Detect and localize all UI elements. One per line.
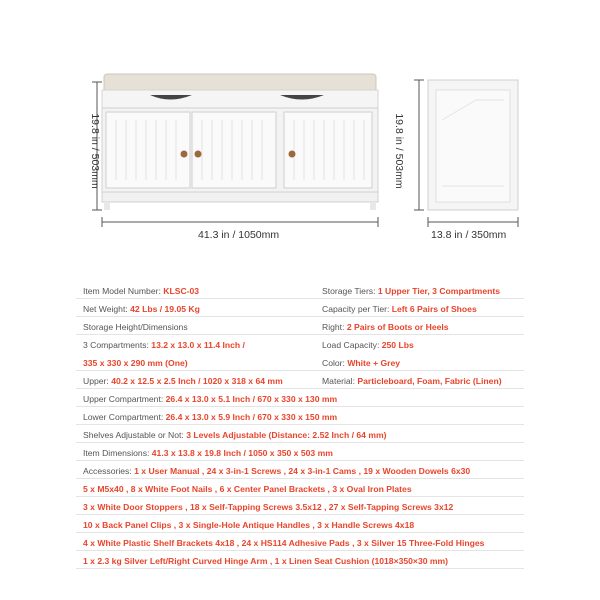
foot-right: [370, 202, 376, 210]
divider: [76, 298, 524, 299]
base-rail: [102, 192, 378, 202]
spec-load-capacity: Load Capacity: 250 Lbs: [322, 340, 414, 350]
accessories-line: 3 x White Door Stoppers , 18 x Self-Tapping Screws 3.5x12 , 27 x Self-Tapping Screws 3x12: [83, 502, 454, 512]
accessories-line: 10 x Back Panel Clips , 3 x Single-Hole Antique Handles , 3 x Handle Screws 4x18: [83, 520, 415, 530]
spec-upper: Upper: 40.2 x 12.5 x 2.5 Inch / 1020 x 318 x 64 mm: [83, 376, 283, 386]
accessories-line: 4 x White Plastic Shelf Brackets 4x18 , 24 x HS114 Adhesive Pads , 3 x Silver 15 Three-Fold Hinges: [83, 538, 485, 548]
divider: [76, 370, 524, 371]
knob-middle: [195, 151, 202, 158]
spec-accessories: Accessories: 1 x User Manual , 24 x 3-in-1 Screws , 24 x 3-in-1 Cams , 19 x Wooden Dowels 6x30: [83, 466, 471, 476]
spec-compartments: 3 Compartments: 13.2 x 13.0 x 11.4 Inch /: [83, 340, 245, 350]
divider: [76, 334, 524, 335]
divider: [76, 460, 524, 461]
seat-cushion: [104, 74, 376, 92]
side-view-illustration: [400, 60, 540, 250]
spec-net-weight: Net Weight: 42 Lbs / 19.05 Kg: [83, 304, 200, 314]
spec-material: Material: Particleboard, Foam, Fabric (Linen): [322, 376, 502, 386]
spec-capacity-per-tier: Capacity per Tier: Left 6 Pairs of Shoes: [322, 304, 477, 314]
divider: [76, 442, 524, 443]
divider: [76, 388, 524, 389]
divider: [76, 406, 524, 407]
side-height-dimension: [414, 80, 424, 210]
divider: [76, 478, 524, 479]
side-depth-label: 13.8 in / 350mm: [431, 229, 507, 241]
spec-right-capacity: Right: 2 Pairs of Boots or Heels: [322, 322, 449, 332]
spec-storage-tiers: Storage Tiers: 1 Upper Tier, 3 Compartments: [322, 286, 500, 296]
knob-left: [181, 151, 188, 158]
accessories-line: 5 x M5x40 , 8 x White Foot Nails , 6 x Center Panel Brackets , 3 x Oval Iron Plates: [83, 484, 412, 494]
cabinet-doors: [106, 112, 372, 188]
side-depth-dimension: [428, 217, 518, 227]
knob-right: [289, 151, 296, 158]
spec-upper-compartment: Upper Compartment: 26.4 x 13.0 x 5.1 Inch / 670 x 330 x 130 mm: [83, 394, 338, 404]
front-height-label: 19.8 in / 503mm: [89, 113, 101, 189]
front-width-dimension: [102, 217, 378, 227]
front-width-label: 41.3 in / 1050mm: [198, 229, 280, 241]
spec-storage-height: Storage Height/Dimensions: [83, 322, 188, 332]
spec-color: Color: White + Grey: [322, 358, 401, 368]
spec-item-dimensions: Item Dimensions: 41.3 x 13.8 x 19.8 Inch / 1050 x 350 x 503 mm: [83, 448, 333, 458]
divider: [76, 424, 524, 425]
top-panel: [102, 90, 378, 108]
accessories-line: 1 x 2.3 kg Silver Left/Right Curved Hinge Arm , 1 x Linen Seat Cushion (1018×350×30 mm): [83, 556, 449, 566]
spec-compartments-mm: 335 x 330 x 290 mm (One): [83, 358, 188, 368]
side-height-label: 19.8 in / 503mm: [393, 113, 405, 189]
spec-lower-compartment: Lower Compartment: 26.4 x 13.0 x 5.9 Inch / 670 x 330 x 150 mm: [83, 412, 338, 422]
divider: [76, 496, 524, 497]
divider: [76, 514, 524, 515]
foot-left: [104, 202, 110, 210]
divider: [76, 532, 524, 533]
front-view-illustration: [80, 60, 400, 250]
divider: [76, 550, 524, 551]
divider: [76, 568, 524, 569]
spec-shelves-adjustable: Shelves Adjustable or Not: 3 Levels Adjustable (Distance: 2.52 Inch / 64 mm): [83, 430, 387, 440]
divider: [76, 316, 524, 317]
spec-model-number: Item Model Number: KLSC-03: [83, 286, 200, 296]
